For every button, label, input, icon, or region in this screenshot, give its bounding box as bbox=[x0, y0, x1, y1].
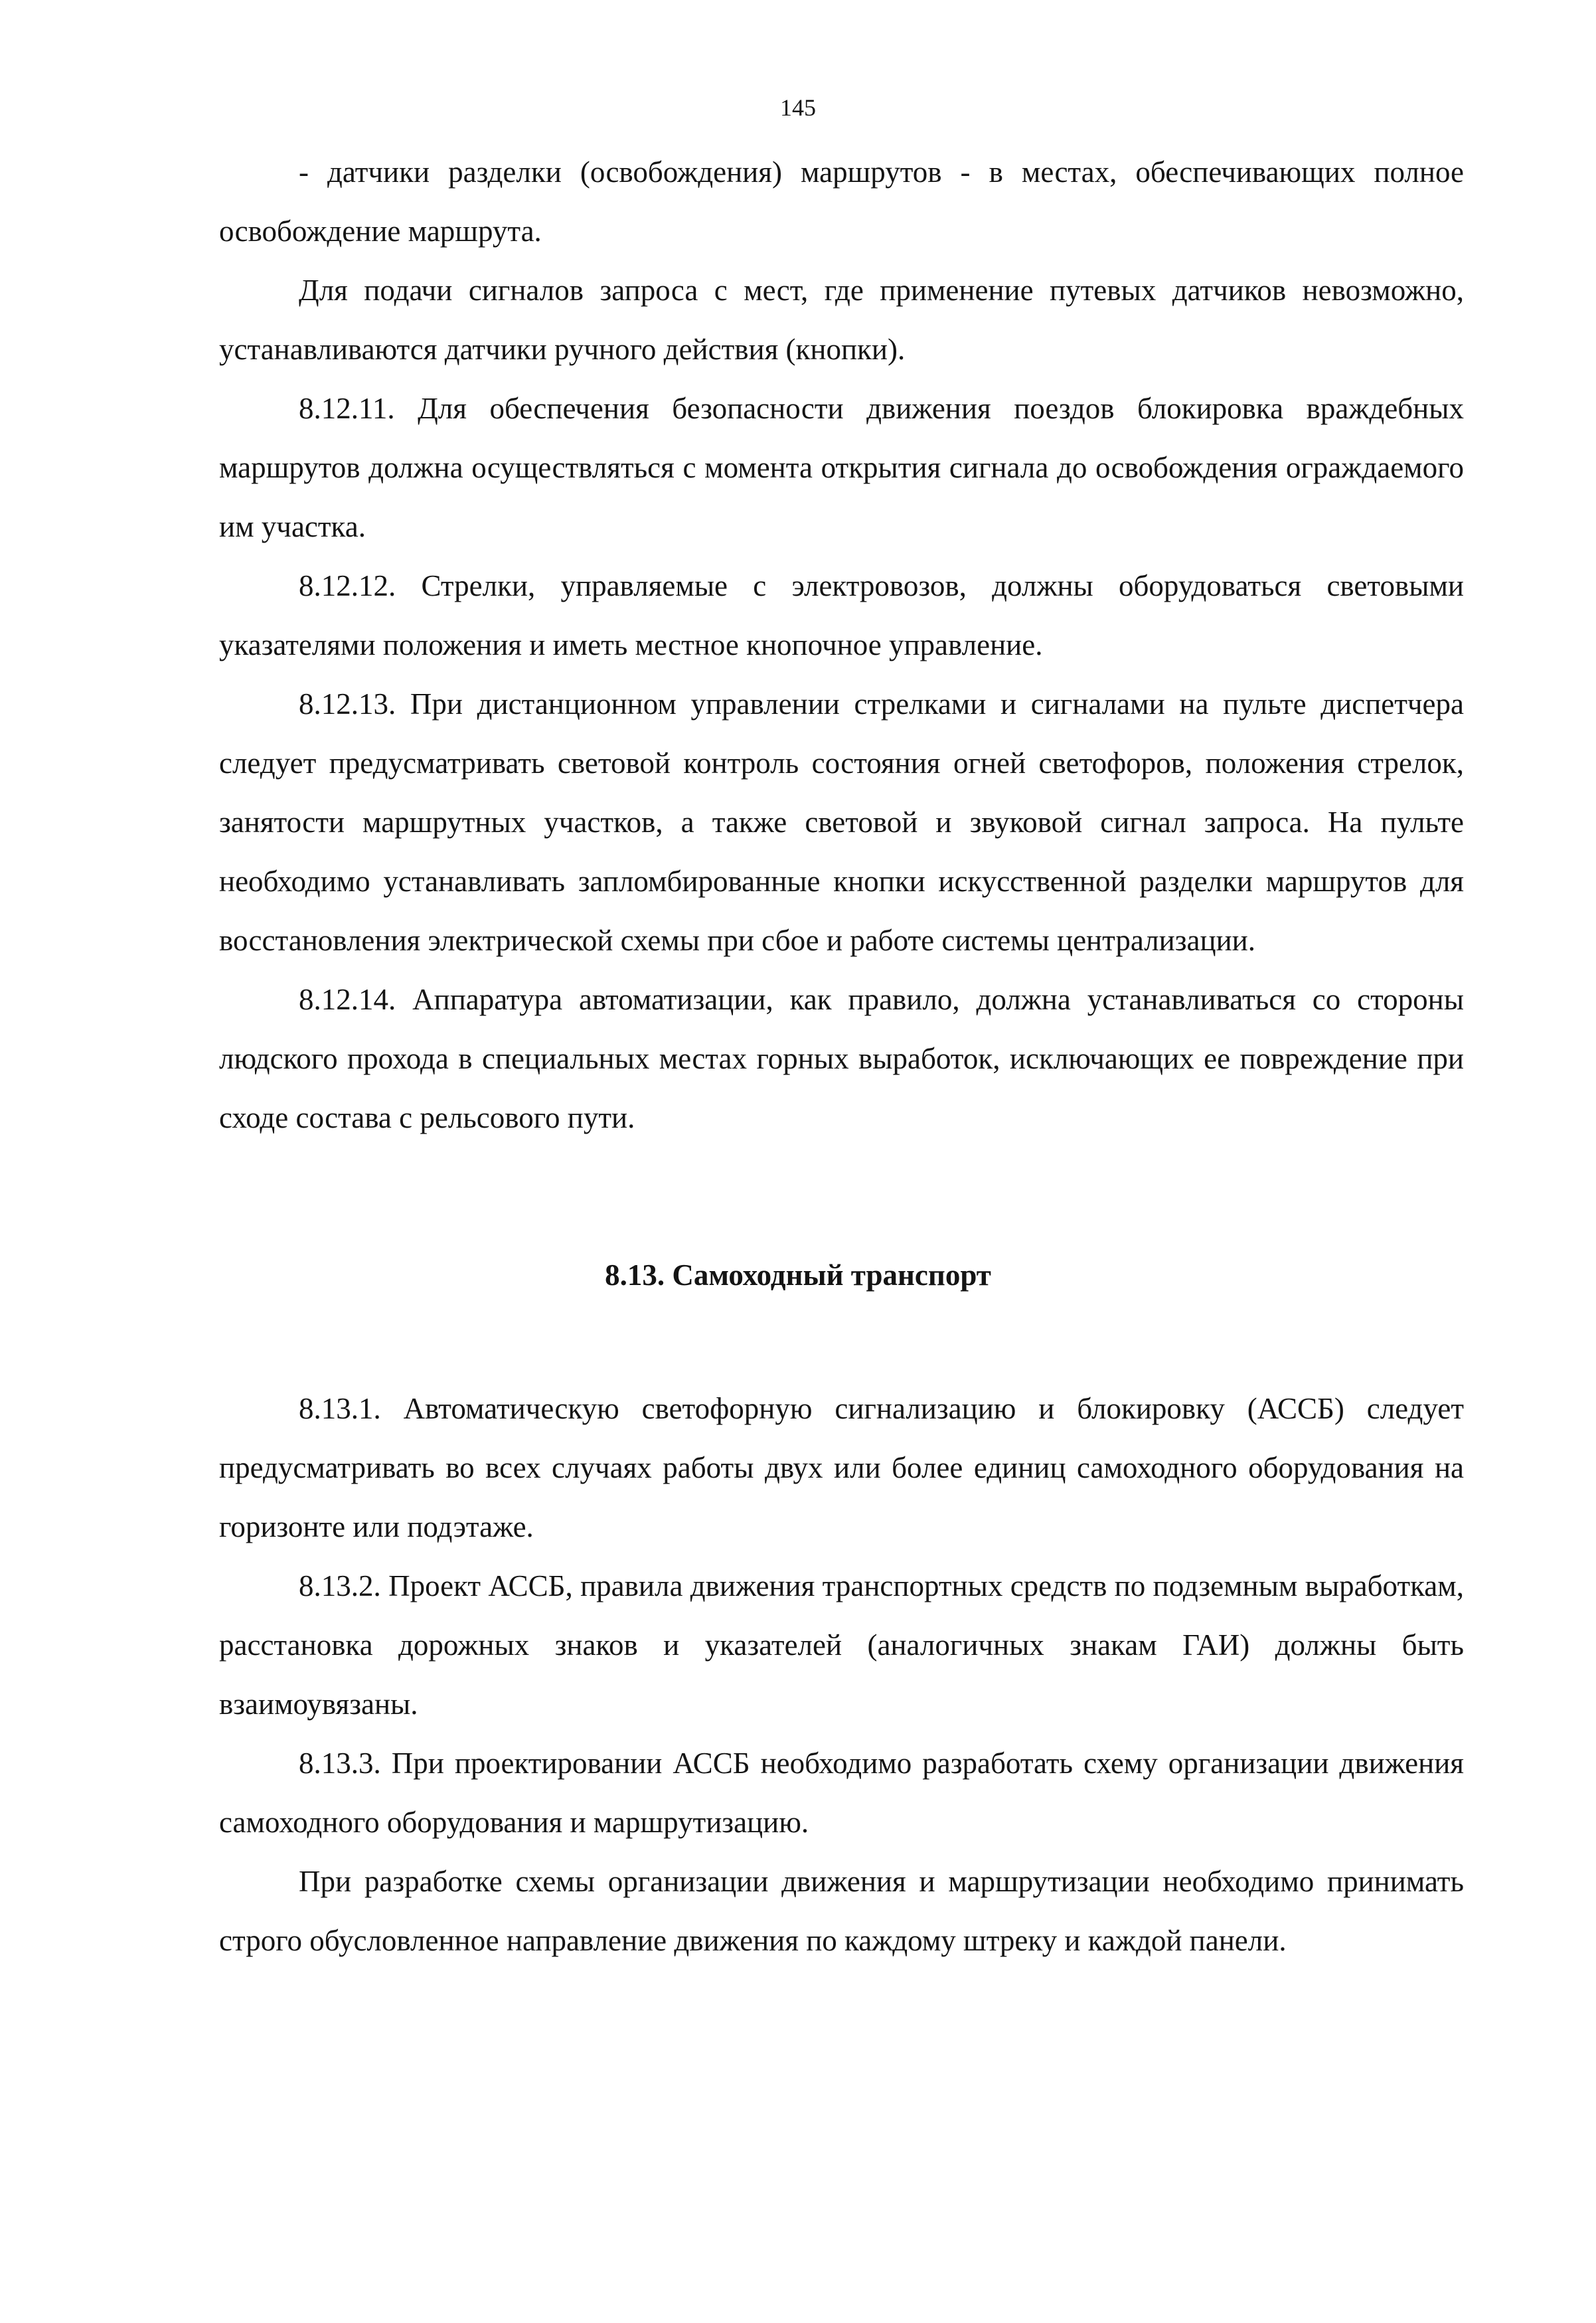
paragraph-8-13-3: 8.13.3. При проектировании АССБ необходимо разработать схему организации движения самоходного оборудования и маршрутизацию. bbox=[219, 1747, 1464, 1839]
paragraph-8-13-2: 8.13.2. Проект АССБ, правила движения транспортных средств по подземным выработкам, расстановка дорожных знаков и указателей (аналогичных знакам ГАИ) должны быть взаимоувязаны. bbox=[219, 1569, 1464, 1721]
page-number: 145 bbox=[780, 94, 816, 121]
body-text-upper bbox=[219, 143, 1464, 1148]
paragraph-route-release-sensors: - датчики разделки (освобождения) маршрутов - в местах, обеспечивающих полное освобождение маршрута. bbox=[219, 155, 1464, 248]
paragraph-8-12-11: 8.12.11. Для обеспечения безопасности движения поездов блокировка враждебных маршрутов должна осуществляться с момента открытия сигнала до освобождения ограждаемого им участка. bbox=[219, 392, 1464, 543]
paragraph-8-12-12: 8.12.12. Стрелки, управляемые с электровозов, должны оборудоваться световыми указателями положения и иметь местное кнопочное управление. bbox=[219, 569, 1464, 661]
body-text-lower bbox=[219, 1379, 1464, 1970]
paragraph-8-13-1: 8.13.1. Автоматическую светофорную сигнализацию и блокировку (АССБ) следует предусматривать во всех случаях работы двух или более единиц самоходного оборудования на горизонте или подэтаже. bbox=[219, 1392, 1464, 1543]
paragraph-8-12-14: 8.12.14. Аппаратура автоматизации, как правило, должна устанавливаться со стороны людского прохода в специальных местах горных выработок, исключающих ее повреждение при сходе состава с рельсового пути. bbox=[219, 983, 1464, 1134]
section-heading: 8.13. Самоходный транспорт bbox=[605, 1258, 991, 1292]
paragraph-routing-direction: При разработке схемы организации движения и маршрутизации необходимо принимать строго обусловленное направление движения по каждому штреку и каждой панели. bbox=[219, 1865, 1464, 1957]
paragraph-8-12-13: 8.12.13. При дистанционном управлении стрелками и сигналами на пульте диспетчера следует предусматривать световой контроль состояния огней светофоров, положения стрелок, занятости маршрутных участков, а также световой и звуковой сигнал запроса. На пульте необходимо устанавливать запломбированные кнопки искусственной разделки маршрутов для восстановления электрической схемы при сбое и работе системы централизации. bbox=[219, 687, 1464, 957]
paragraph-manual-sensors: Для подачи сигналов запроса с мест, где применение путевых датчиков невозможно, устанавливаются датчики ручного действия (кнопки). bbox=[219, 274, 1464, 366]
